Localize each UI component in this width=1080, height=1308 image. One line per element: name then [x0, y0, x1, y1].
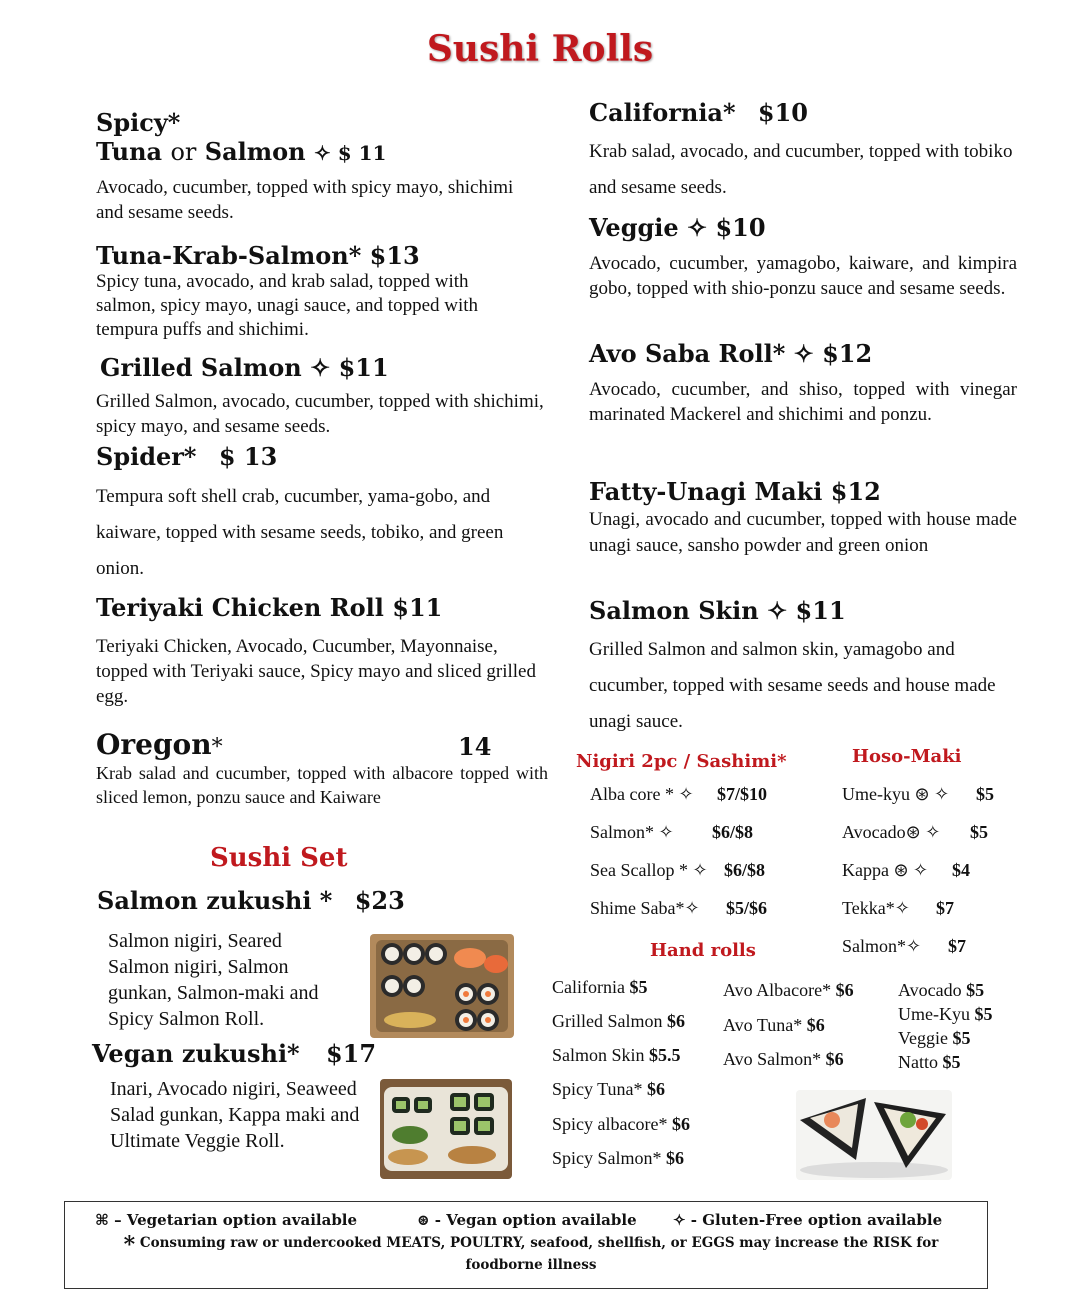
- hand-roll-name: Avo Tuna*: [723, 1015, 803, 1035]
- hoso-salmon-price-text: $7: [948, 936, 966, 956]
- hand-roll-price: $6: [671, 1114, 690, 1134]
- teriyaki-chicken-name: Teriyaki Chicken Roll $11: [96, 593, 443, 622]
- vegan-zukushi-photo: [380, 1079, 512, 1179]
- grilled-salmon-name: Grilled Salmon ✧ $11: [100, 353, 389, 382]
- hand-roll-name: Spicy Salmon*: [552, 1148, 662, 1168]
- hoso-tekka: Tekka*✧: [842, 898, 910, 918]
- hand-roll-name: Salmon Skin: [552, 1045, 645, 1065]
- warning-text: Consuming raw or undercooked MEATS, POULTRY, seafood, shellfish, or EGGS may increase the RISK for foodborne illness: [139, 1235, 939, 1273]
- hand-roll-price: $5: [942, 1052, 961, 1072]
- hand-rolls-col1: [552, 977, 690, 1182]
- nigiri-scallop-price-text: $6/$8: [724, 860, 766, 880]
- hand-roll-name: California: [552, 977, 625, 997]
- spicy-roll-price: ✧ $ 11: [313, 141, 387, 165]
- hand-roll-avo-tuna: [723, 1015, 854, 1049]
- hoso-maki-title: Hoso-Maki: [852, 746, 962, 767]
- page-title: Sushi Rolls: [426, 28, 654, 70]
- spicy-roll-desc: Avocado, cucumber, topped with spicy mayo, shichimi and sesame seeds.: [96, 177, 514, 223]
- hoso-salmon-price: [948, 936, 966, 957]
- hand-rolls-photo: [796, 1090, 952, 1180]
- hand-roll-price: $5: [966, 980, 985, 1000]
- hand-roll-name: Spicy albacore*: [552, 1114, 668, 1134]
- hand-roll-price: $5: [952, 1028, 971, 1048]
- tuna-krab-salmon-name: Tuna-Krab-Salmon* $13: [96, 241, 420, 270]
- hand-roll-price: $6: [806, 1015, 825, 1035]
- hoso-kappa: Kappa ⊛ ✧: [842, 860, 929, 880]
- hand-roll-name: Natto: [898, 1052, 938, 1072]
- legend-vegetarian: ⌘ – Vegetarian option available: [95, 1211, 358, 1229]
- nigiri-shime-saba-price-text: $5/$6: [726, 898, 768, 918]
- hand-roll-price: $5: [629, 977, 648, 997]
- nigiri-scallop: [590, 860, 708, 881]
- hand-roll-price: $5.5: [649, 1045, 681, 1065]
- spicy-roll-line1: Spicy*: [96, 108, 181, 137]
- spider-desc: Tempura soft shell crab, cucumber, yama-gobo, and kaiware, topped with sesame seeds, tobiko, and green onion.: [96, 486, 504, 579]
- veggie-name: Veggie ✧ $10: [589, 213, 766, 242]
- salmon-zukushi-name: [97, 886, 405, 915]
- california-desc: Krab salad, avocado, and cucumber, topped with tobiko and sesame seeds.: [589, 141, 1013, 198]
- spicy-roll-tuna: Tuna: [96, 137, 163, 166]
- grilled-salmon-desc: Grilled Salmon, avocado, cucumber, topped with shichimi, spicy mayo, and sesame seeds.: [96, 391, 544, 437]
- hand-roll-veggie: [898, 1028, 992, 1052]
- hand-rolls-col3: [898, 980, 992, 1076]
- spicy-roll-salmon: Salmon: [204, 137, 306, 166]
- hand-roll-price: $6: [647, 1079, 666, 1099]
- spider-price: $ 13: [218, 442, 278, 471]
- sushi-set-title: Sushi Set: [210, 843, 348, 873]
- nigiri-shime-saba-price: [726, 898, 767, 919]
- hand-roll-name: Avo Albacore*: [723, 980, 832, 1000]
- salmon-zukushi-photo: [370, 934, 514, 1038]
- vegan-zukushi-desc: Inari, Avocado nigiri, Seaweed Salad gunkan, Kappa maki and Ultimate Veggie Roll.: [110, 1078, 360, 1152]
- oregon-star: *: [211, 735, 223, 760]
- oregon-desc: Krab salad and cucumber, topped with albacore topped with sliced lemon, ponzu sauce and Kaiware: [96, 763, 548, 807]
- spider-title: Spider*: [96, 442, 197, 471]
- hand-roll-name: Spicy Tuna*: [552, 1079, 643, 1099]
- california-title: California*: [589, 98, 736, 127]
- hand-roll-spicy-albacore: [552, 1114, 690, 1148]
- nigiri-title-star: *: [777, 751, 787, 772]
- hand-roll-avo-salmon: [723, 1049, 854, 1083]
- oregon-name: [96, 728, 223, 761]
- hand-roll-avocado: [898, 980, 992, 1004]
- salmon-zukushi-price: $23: [354, 886, 405, 915]
- veggie-desc: Avocado, cucumber, yamagobo, kaiware, and kimpira gobo, topped with shio-ponzu sauce and sesame seeds.: [589, 253, 1017, 299]
- hand-roll-spicy-salmon: [552, 1148, 690, 1182]
- hoso-salmon: Salmon*✧: [842, 936, 922, 956]
- fatty-unagi-desc: Unagi, avocado and cucumber, topped with house made unagi sauce, sansho powder and green onion: [589, 509, 1017, 556]
- teriyaki-chicken-desc: Teriyaki Chicken, Avocado, Cucumber, Mayonnaise, topped with Teriyaki sauce, Spicy mayo and sliced grilled egg.: [96, 636, 536, 707]
- hoso-ume-kyu-price-text: $5: [976, 784, 994, 804]
- hoso-avocado: Avocado⊛ ✧: [842, 822, 941, 842]
- tuna-krab-salmon-desc: Spicy tuna, avocado, and krab salad, topped with salmon, spicy mayo, unagi sauce, and topped with tempura puffs and shichimi.: [96, 271, 479, 340]
- hand-roll-grilled-salmon: [552, 1011, 690, 1045]
- spider-name: [96, 442, 277, 471]
- hand-roll-price: $6: [666, 1148, 685, 1168]
- salmon-zukushi-desc: Salmon nigiri, Seared Salmon nigiri, Salmon gunkan, Salmon-maki and Spicy Salmon Roll.: [108, 930, 319, 1030]
- hand-roll-california: [552, 977, 690, 1011]
- avo-saba-name: Avo Saba Roll* ✧ $12: [589, 339, 873, 368]
- hand-rolls-title: Hand rolls: [650, 940, 756, 961]
- hand-roll-name: Ume-Kyu: [898, 1004, 970, 1024]
- nigiri-scallop-price: [724, 860, 765, 881]
- vegan-zukushi-title: Vegan zukushi*: [92, 1039, 300, 1068]
- hand-roll-name: Grilled Salmon: [552, 1011, 663, 1031]
- salmon-skin-desc: Grilled Salmon and salmon skin, yamagobo and cucumber, topped with sesame seeds and house made unagi sauce.: [589, 639, 996, 732]
- spicy-roll-name: [96, 137, 386, 166]
- nigiri-title-text: Nigiri 2pc / Sashimi: [576, 751, 778, 772]
- salmon-zukushi-title: Salmon zukushi *: [97, 886, 333, 915]
- warning-star: *: [123, 1232, 136, 1258]
- nigiri-salmon-name: Salmon* ✧: [590, 822, 674, 842]
- nigiri-salmon: [590, 822, 674, 843]
- oregon-price: 14: [458, 732, 492, 761]
- nigiri-scallop-name: Sea Scallop * ✧: [590, 860, 708, 880]
- california-price: $10: [757, 98, 808, 127]
- hand-roll-spicy-tuna: [552, 1079, 690, 1114]
- nigiri-albacore: [590, 784, 694, 805]
- hand-roll-natto: [898, 1052, 992, 1076]
- hand-rolls-col2: [723, 980, 854, 1083]
- hand-roll-name: Avo Salmon*: [723, 1049, 822, 1069]
- spicy-roll-or: or: [170, 138, 197, 166]
- hand-roll-avo-albacore: [723, 980, 854, 1015]
- hoso-ume-kyu: Ume-kyu ⊛ ✧: [842, 784, 950, 804]
- hoso-tekka-price-text: $7: [936, 898, 954, 918]
- hoso-kappa-price-text: $4: [952, 860, 970, 880]
- vegan-zukushi-price: $17: [325, 1039, 377, 1068]
- fatty-unagi-name: Fatty-Unagi Maki $12: [589, 477, 881, 506]
- nigiri-shime-saba: [590, 898, 700, 919]
- avo-saba-desc: Avocado, cucumber, and shiso, topped with vinegar marinated Mackerel and shichimi and ponzu.: [589, 379, 1017, 425]
- hand-roll-name: Veggie: [898, 1028, 948, 1048]
- hoso-kappa-price: [952, 860, 970, 881]
- nigiri-salmon-price-text: $6/$8: [712, 822, 754, 842]
- hand-roll-price: $6: [835, 980, 854, 1000]
- hand-roll-price: $5: [974, 1004, 993, 1024]
- footer-legend: [64, 1201, 988, 1289]
- hand-roll-ume-kyu: [898, 1004, 992, 1028]
- vegan-zukushi-name: [92, 1039, 376, 1068]
- oregon-title: Oregon: [96, 728, 212, 761]
- legend-vegan: ⊛ - Vegan option available: [417, 1211, 637, 1229]
- hoso-ume-kyu-price: [976, 784, 994, 805]
- nigiri-albacore-price: [717, 784, 767, 805]
- nigiri-salmon-price: [712, 822, 753, 843]
- hoso-avocado-price-text: $5: [970, 822, 988, 842]
- hoso-tekka-price: [936, 898, 954, 919]
- hand-roll-price: $6: [667, 1011, 685, 1031]
- hand-roll-salmon-skin: [552, 1045, 690, 1079]
- nigiri-albacore-price-text: $7/$10: [717, 784, 768, 804]
- raw-food-warning: [101, 1233, 961, 1275]
- salmon-skin-name: Salmon Skin ✧ $11: [589, 596, 846, 625]
- hoso-avocado-price: [970, 822, 988, 843]
- legend-gluten-free: ✧ - Gluten-Free option available: [673, 1211, 943, 1229]
- nigiri-title: [576, 751, 787, 772]
- nigiri-albacore-name: Alba core * ✧: [590, 784, 694, 804]
- hand-roll-price: $6: [825, 1049, 844, 1069]
- nigiri-shime-saba-name: Shime Saba*✧: [590, 898, 700, 918]
- hand-roll-name: Avocado: [898, 980, 962, 1000]
- california-name: [589, 98, 808, 127]
